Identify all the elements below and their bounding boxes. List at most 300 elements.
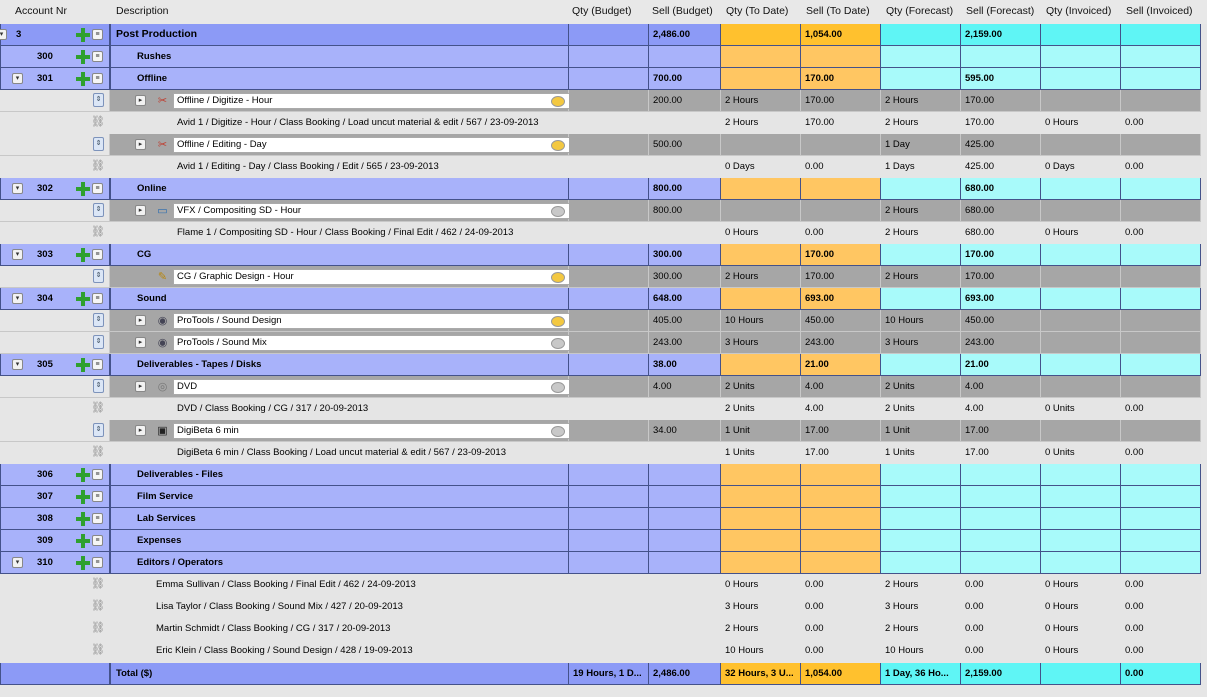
- qty-forecast-cell: 1 Days: [881, 156, 961, 178]
- table-row: [0, 156, 1207, 178]
- row-expand-toggle[interactable]: ▾: [12, 293, 23, 304]
- qty-invoiced-cell: [1041, 376, 1121, 398]
- qty-to-date-cell: 3 Hours: [721, 332, 801, 354]
- table-row: [0, 618, 1207, 640]
- sell-to-date-cell: 170.00: [801, 266, 881, 288]
- add-child-button[interactable]: [75, 49, 91, 65]
- link-icon[interactable]: ⛓: [91, 622, 105, 634]
- account-cell: [0, 332, 110, 354]
- column-header-sell-budget[interactable]: Sell (Budget): [652, 5, 713, 17]
- qty-invoiced-cell: [1041, 332, 1121, 354]
- sell-to-date-cell: 450.00: [801, 310, 881, 332]
- sell-to-date-cell: 4.00: [801, 376, 881, 398]
- qty-budget-cell: [569, 596, 649, 618]
- qty-invoiced-cell: [1041, 530, 1121, 552]
- table-row: [0, 134, 1207, 156]
- description-text: Rushes: [137, 51, 172, 62]
- column-header-sell-to-date[interactable]: Sell (To Date): [806, 5, 870, 17]
- row-expand-toggle[interactable]: ▾: [12, 249, 23, 260]
- sell-invoiced-cell: [1121, 68, 1201, 90]
- account-cell: [0, 618, 110, 640]
- qty-invoiced-cell: 0 Hours: [1041, 112, 1121, 134]
- link-icon[interactable]: ⛓: [91, 116, 105, 128]
- row-expand-toggle[interactable]: ▸: [135, 139, 146, 150]
- pencil-icon: ✎: [157, 271, 168, 283]
- description-cell: [110, 112, 569, 134]
- sell-to-date-cell: 0.00: [801, 618, 881, 640]
- row-expand-toggle[interactable]: ▸: [135, 425, 146, 436]
- link-icon[interactable]: ⛓: [91, 160, 105, 172]
- sell-to-date-cell: [801, 552, 881, 574]
- row-expand-toggle[interactable]: ▾: [12, 359, 23, 370]
- description-cell: [110, 486, 569, 508]
- qty-to-date-cell: 0 Days: [721, 156, 801, 178]
- tape-icon: ▣: [157, 425, 168, 437]
- description-text: Post Production: [116, 28, 198, 40]
- sell-invoiced-cell: [1121, 244, 1201, 266]
- account-number: 303: [37, 249, 53, 260]
- sell-forecast-cell: 21.00: [961, 354, 1041, 376]
- total-sell-budget-cell: 2,486.00: [649, 663, 721, 685]
- qty-budget-cell: [569, 244, 649, 266]
- table-row: [0, 354, 1207, 376]
- add-child-button[interactable]: [75, 27, 91, 43]
- column-header-qty-invoiced[interactable]: Qty (Invoiced): [1046, 5, 1112, 17]
- description-cell: [110, 574, 569, 596]
- edit-line-icon[interactable]: ⇕: [93, 137, 104, 151]
- link-icon[interactable]: ⛓: [91, 578, 105, 590]
- sell-to-date-cell: 17.00: [801, 442, 881, 464]
- qty-forecast-cell: 3 Hours: [881, 596, 961, 618]
- column-header-account-nr[interactable]: Account Nr: [15, 5, 67, 17]
- description-cell: [110, 266, 569, 288]
- qty-to-date-cell: [721, 464, 801, 486]
- description-text: CG: [137, 249, 152, 260]
- qty-invoiced-cell: 0 Hours: [1041, 574, 1121, 596]
- qty-to-date-cell: 2 Hours: [721, 112, 801, 134]
- item-description-field[interactable]: Offline / Editing - Day: [173, 137, 580, 153]
- sell-budget-cell: [649, 398, 721, 420]
- table-row: [0, 398, 1207, 420]
- description-text: Film Service: [137, 491, 193, 502]
- qty-to-date-cell: [721, 552, 801, 574]
- link-icon[interactable]: ⛓: [91, 226, 105, 238]
- item-description-field[interactable]: VFX / Compositing SD - Hour: [173, 203, 580, 219]
- row-menu-icon[interactable]: ≡: [92, 51, 103, 62]
- qty-budget-cell: [569, 508, 649, 530]
- sell-invoiced-cell: [1121, 332, 1201, 354]
- table-row: [0, 552, 1207, 574]
- edit-line-icon[interactable]: ⇕: [93, 423, 104, 437]
- account-number: 307: [37, 491, 53, 502]
- account-cell: [0, 222, 110, 244]
- booking-description: Lisa Taylor / Class Booking / Sound Mix / 427 / 20-09-2013: [156, 601, 403, 612]
- table-row: [0, 200, 1207, 222]
- add-child-button[interactable]: [75, 555, 91, 571]
- description-cell: [110, 90, 569, 112]
- qty-to-date-cell: [721, 244, 801, 266]
- row-expand-toggle[interactable]: ▸: [135, 337, 146, 348]
- qty-forecast-cell: [881, 464, 961, 486]
- booking-description: Avid 1 / Editing - Day / Class Booking / Edit / 565 / 23-09-2013: [177, 161, 439, 172]
- column-header-qty-to-date[interactable]: Qty (To Date): [726, 5, 789, 17]
- comment-icon[interactable]: [551, 426, 565, 437]
- sell-invoiced-cell: [1121, 310, 1201, 332]
- table-row: [0, 420, 1207, 442]
- description-cell: [110, 354, 569, 376]
- qty-invoiced-cell: [1041, 244, 1121, 266]
- account-cell: [0, 354, 110, 376]
- sell-to-date-cell: 170.00: [801, 68, 881, 90]
- add-child-button[interactable]: [75, 71, 91, 87]
- qty-to-date-cell: [721, 200, 801, 222]
- qty-invoiced-cell: 0 Hours: [1041, 596, 1121, 618]
- description-cell: [110, 596, 569, 618]
- account-cell: [0, 464, 110, 486]
- sell-invoiced-cell: [1121, 200, 1201, 222]
- description-cell: [110, 288, 569, 310]
- qty-budget-cell: [569, 134, 649, 156]
- table-row: [0, 332, 1207, 354]
- booking-description: Martin Schmidt / Class Booking / CG / 317 / 20-09-2013: [156, 623, 391, 634]
- speaker-icon: ◉: [157, 337, 168, 349]
- edit-line-icon[interactable]: ⇕: [93, 379, 104, 393]
- sell-to-date-cell: 170.00: [801, 112, 881, 134]
- qty-invoiced-cell: [1041, 90, 1121, 112]
- qty-invoiced-cell: [1041, 288, 1121, 310]
- qty-invoiced-cell: 0 Hours: [1041, 640, 1121, 662]
- description-cell: [110, 442, 569, 464]
- description-cell: [110, 178, 569, 200]
- row-menu-icon[interactable]: ≡: [92, 469, 103, 480]
- sell-forecast-cell: [961, 508, 1041, 530]
- account-cell: [0, 640, 110, 662]
- qty-to-date-cell: 2 Hours: [721, 266, 801, 288]
- qty-to-date-cell: 2 Hours: [721, 618, 801, 640]
- row-expand-toggle[interactable]: ▸: [135, 205, 146, 216]
- sell-to-date-cell: 17.00: [801, 420, 881, 442]
- qty-budget-cell: [569, 442, 649, 464]
- qty-forecast-cell: [881, 508, 961, 530]
- description-cell: [110, 68, 569, 90]
- link-icon[interactable]: ⛓: [91, 402, 105, 414]
- sell-invoiced-cell: [1121, 508, 1201, 530]
- edit-line-icon[interactable]: ⇕: [93, 93, 104, 107]
- qty-budget-cell: [569, 464, 649, 486]
- link-icon[interactable]: ⛓: [91, 446, 105, 458]
- account-cell: [0, 244, 110, 266]
- add-child-button[interactable]: [75, 489, 91, 505]
- qty-forecast-cell: [881, 46, 961, 68]
- sell-invoiced-cell: [1121, 486, 1201, 508]
- account-cell: [0, 178, 110, 200]
- item-description-field[interactable]: ProTools / Sound Mix: [173, 335, 580, 351]
- link-icon[interactable]: ⛓: [91, 600, 105, 612]
- qty-invoiced-cell: [1041, 420, 1121, 442]
- account-cell: [0, 24, 110, 46]
- qty-forecast-cell: [881, 244, 961, 266]
- sell-invoiced-cell: 0.00: [1121, 596, 1201, 618]
- account-number: 301: [37, 73, 53, 84]
- qty-to-date-cell: [721, 530, 801, 552]
- account-number: 309: [37, 535, 53, 546]
- row-expand-toggle[interactable]: ▾: [12, 557, 23, 568]
- qty-forecast-cell: [881, 552, 961, 574]
- edit-line-icon[interactable]: ⇕: [93, 313, 104, 327]
- add-child-button[interactable]: [75, 467, 91, 483]
- sell-budget-cell: 34.00: [649, 420, 721, 442]
- comment-icon[interactable]: [551, 96, 565, 107]
- description-cell: [110, 134, 569, 156]
- sell-invoiced-cell: 0.00: [1121, 640, 1201, 662]
- column-header-qty-budget[interactable]: Qty (Budget): [572, 5, 632, 17]
- row-menu-icon[interactable]: ≡: [92, 293, 103, 304]
- description-text: Expenses: [137, 535, 182, 546]
- qty-to-date-cell: [721, 46, 801, 68]
- description-cell: [110, 310, 569, 332]
- qty-invoiced-cell: [1041, 486, 1121, 508]
- qty-forecast-cell: [881, 178, 961, 200]
- sell-budget-cell: 2,486.00: [649, 24, 721, 46]
- item-description-field[interactable]: CG / Graphic Design - Hour: [173, 269, 580, 285]
- table-row: [0, 442, 1207, 464]
- scissors-film-icon: ✂: [157, 95, 168, 107]
- qty-invoiced-cell: [1041, 46, 1121, 68]
- qty-forecast-cell: 2 Hours: [881, 574, 961, 596]
- column-header-bar: [0, 0, 1207, 24]
- comment-icon[interactable]: [551, 140, 565, 151]
- description-cell: [110, 24, 569, 46]
- row-expand-toggle[interactable]: ▾: [12, 183, 23, 194]
- sell-budget-cell: [649, 112, 721, 134]
- sell-to-date-cell: [801, 46, 881, 68]
- qty-budget-cell: [569, 288, 649, 310]
- qty-forecast-cell: 2 Hours: [881, 112, 961, 134]
- item-description-field[interactable]: DigiBeta 6 min: [173, 423, 580, 439]
- qty-budget-cell: [569, 618, 649, 640]
- column-header-description[interactable]: Description: [116, 5, 169, 17]
- sell-invoiced-cell: [1121, 178, 1201, 200]
- sell-budget-cell: 800.00: [649, 178, 721, 200]
- account-number: 306: [37, 469, 53, 480]
- row-expand-toggle[interactable]: ▸: [135, 381, 146, 392]
- add-child-button[interactable]: [75, 357, 91, 373]
- table-row: [0, 464, 1207, 486]
- qty-budget-cell: [569, 46, 649, 68]
- qty-to-date-cell: [721, 178, 801, 200]
- item-description-field[interactable]: Offline / Digitize - Hour: [173, 93, 580, 109]
- table-row: [0, 178, 1207, 200]
- qty-forecast-cell: 10 Hours: [881, 310, 961, 332]
- sell-invoiced-cell: 0.00: [1121, 574, 1201, 596]
- total-sell-forecast-cell: 2,159.00: [961, 663, 1041, 685]
- qty-forecast-cell: [881, 486, 961, 508]
- edit-line-icon[interactable]: ⇕: [93, 203, 104, 217]
- qty-invoiced-cell: 0 Units: [1041, 398, 1121, 420]
- qty-budget-cell: [569, 574, 649, 596]
- sell-forecast-cell: [961, 486, 1041, 508]
- sell-budget-cell: [649, 46, 721, 68]
- account-cell: [0, 288, 110, 310]
- account-cell: [0, 486, 110, 508]
- account-cell: [0, 134, 110, 156]
- column-header-sell-invoiced[interactable]: Sell (Invoiced): [1126, 5, 1193, 17]
- sell-to-date-cell: [801, 178, 881, 200]
- sell-budget-cell: 300.00: [649, 266, 721, 288]
- qty-budget-cell: [569, 310, 649, 332]
- sell-forecast-cell: 170.00: [961, 112, 1041, 134]
- account-cell: [0, 508, 110, 530]
- table-row: [0, 596, 1207, 618]
- account-number: 3: [16, 29, 22, 40]
- sell-budget-cell: 500.00: [649, 134, 721, 156]
- sell-to-date-cell: 0.00: [801, 574, 881, 596]
- row-menu-icon[interactable]: ≡: [92, 183, 103, 194]
- item-description-field[interactable]: DVD: [173, 379, 580, 395]
- qty-invoiced-cell: [1041, 552, 1121, 574]
- qty-forecast-cell: 2 Hours: [881, 222, 961, 244]
- row-expand-toggle[interactable]: ▾: [12, 73, 23, 84]
- comment-icon[interactable]: [551, 338, 565, 349]
- row-expand-toggle[interactable]: ▸: [135, 315, 146, 326]
- sell-forecast-cell: [961, 530, 1041, 552]
- qty-forecast-cell: 2 Hours: [881, 200, 961, 222]
- description-cell: [110, 200, 569, 222]
- row-expand-toggle[interactable]: ▾: [0, 29, 7, 40]
- account-number: 302: [37, 183, 53, 194]
- table-row: [0, 112, 1207, 134]
- row-menu-icon[interactable]: ≡: [92, 557, 103, 568]
- total-sell-to-date-cell: 1,054.00: [801, 663, 881, 685]
- column-header-sell-forecast[interactable]: Sell (Forecast): [966, 5, 1035, 17]
- qty-to-date-cell: 3 Hours: [721, 596, 801, 618]
- row-menu-icon[interactable]: ≡: [92, 359, 103, 370]
- add-child-button[interactable]: [75, 291, 91, 307]
- sell-invoiced-cell: [1121, 464, 1201, 486]
- qty-budget-cell: [569, 68, 649, 90]
- scissors-film-icon: ✂: [157, 139, 168, 151]
- booking-description: Flame 1 / Compositing SD - Hour / Class Booking / Final Edit / 462 / 24-09-2013: [177, 227, 514, 238]
- row-menu-icon[interactable]: ≡: [92, 29, 103, 40]
- sell-budget-cell: [649, 596, 721, 618]
- sell-budget-cell: [649, 552, 721, 574]
- sell-to-date-cell: 170.00: [801, 244, 881, 266]
- comment-icon[interactable]: [551, 206, 565, 217]
- row-expand-toggle[interactable]: ▸: [135, 95, 146, 106]
- sell-invoiced-cell: 0.00: [1121, 156, 1201, 178]
- sell-budget-cell: 4.00: [649, 376, 721, 398]
- sell-budget-cell: 38.00: [649, 354, 721, 376]
- description-cell: [110, 376, 569, 398]
- add-child-button[interactable]: [75, 181, 91, 197]
- qty-forecast-cell: 2 Units: [881, 376, 961, 398]
- qty-budget-cell: [569, 552, 649, 574]
- qty-budget-cell: [569, 90, 649, 112]
- description-cell: [110, 464, 569, 486]
- sell-budget-cell: [649, 618, 721, 640]
- row-menu-icon[interactable]: ≡: [92, 513, 103, 524]
- row-menu-icon[interactable]: ≡: [92, 491, 103, 502]
- edit-line-icon[interactable]: ⇕: [93, 335, 104, 349]
- sell-budget-cell: [649, 640, 721, 662]
- qty-budget-cell: [569, 266, 649, 288]
- sell-to-date-cell: 0.00: [801, 222, 881, 244]
- sell-to-date-cell: 4.00: [801, 398, 881, 420]
- qty-to-date-cell: 1 Unit: [721, 420, 801, 442]
- sell-forecast-cell: 0.00: [961, 640, 1041, 662]
- sell-invoiced-cell: [1121, 288, 1201, 310]
- qty-to-date-cell: [721, 68, 801, 90]
- qty-forecast-cell: 1 Units: [881, 442, 961, 464]
- sell-forecast-cell: 425.00: [961, 156, 1041, 178]
- table-row: [0, 530, 1207, 552]
- row-menu-icon[interactable]: ≡: [92, 535, 103, 546]
- account-cell: [0, 574, 110, 596]
- qty-to-date-cell: 10 Hours: [721, 310, 801, 332]
- sell-forecast-cell: 0.00: [961, 618, 1041, 640]
- table-row: [0, 68, 1207, 90]
- qty-invoiced-cell: [1041, 266, 1121, 288]
- account-number: 305: [37, 359, 53, 370]
- add-child-button[interactable]: [75, 511, 91, 527]
- description-cell: [110, 222, 569, 244]
- account-cell: [0, 596, 110, 618]
- account-cell: [0, 420, 110, 442]
- qty-to-date-cell: [721, 134, 801, 156]
- description-cell: [110, 156, 569, 178]
- description-text: Sound: [137, 293, 167, 304]
- sell-to-date-cell: 0.00: [801, 156, 881, 178]
- qty-forecast-cell: 2 Hours: [881, 266, 961, 288]
- edit-line-icon[interactable]: ⇕: [93, 269, 104, 283]
- row-menu-icon[interactable]: ≡: [92, 249, 103, 260]
- qty-invoiced-cell: 0 Days: [1041, 156, 1121, 178]
- qty-budget-cell: [569, 332, 649, 354]
- qty-forecast-cell: [881, 530, 961, 552]
- column-header-qty-forecast[interactable]: Qty (Forecast): [886, 5, 954, 17]
- account-cell: [0, 156, 110, 178]
- account-cell: [0, 68, 110, 90]
- qty-forecast-cell: [881, 288, 961, 310]
- sell-to-date-cell: 693.00: [801, 288, 881, 310]
- sell-budget-cell: [649, 442, 721, 464]
- link-icon[interactable]: ⛓: [91, 644, 105, 656]
- total-qty-to-date-cell: 32 Hours, 3 U...: [721, 663, 801, 685]
- sell-forecast-cell: 693.00: [961, 288, 1041, 310]
- item-description-field[interactable]: ProTools / Sound Design: [173, 313, 580, 329]
- comment-icon[interactable]: [551, 316, 565, 327]
- row-menu-icon[interactable]: ≡: [92, 73, 103, 84]
- account-number: 304: [37, 293, 53, 304]
- add-child-button[interactable]: [75, 247, 91, 263]
- qty-invoiced-cell: [1041, 24, 1121, 46]
- sell-forecast-cell: 170.00: [961, 266, 1041, 288]
- qty-forecast-cell: [881, 24, 961, 46]
- booking-description: DVD / Class Booking / CG / 317 / 20-09-2013: [177, 403, 369, 414]
- description-cell: [110, 398, 569, 420]
- account-cell: [0, 552, 110, 574]
- sell-forecast-cell: 17.00: [961, 442, 1041, 464]
- qty-forecast-cell: 1 Day: [881, 134, 961, 156]
- account-cell: [0, 200, 110, 222]
- sell-forecast-cell: 17.00: [961, 420, 1041, 442]
- sell-forecast-cell: 4.00: [961, 398, 1041, 420]
- sell-invoiced-cell: [1121, 530, 1201, 552]
- comment-icon[interactable]: [551, 382, 565, 393]
- add-child-button[interactable]: [75, 533, 91, 549]
- comment-icon[interactable]: [551, 272, 565, 283]
- table-row: [0, 244, 1207, 266]
